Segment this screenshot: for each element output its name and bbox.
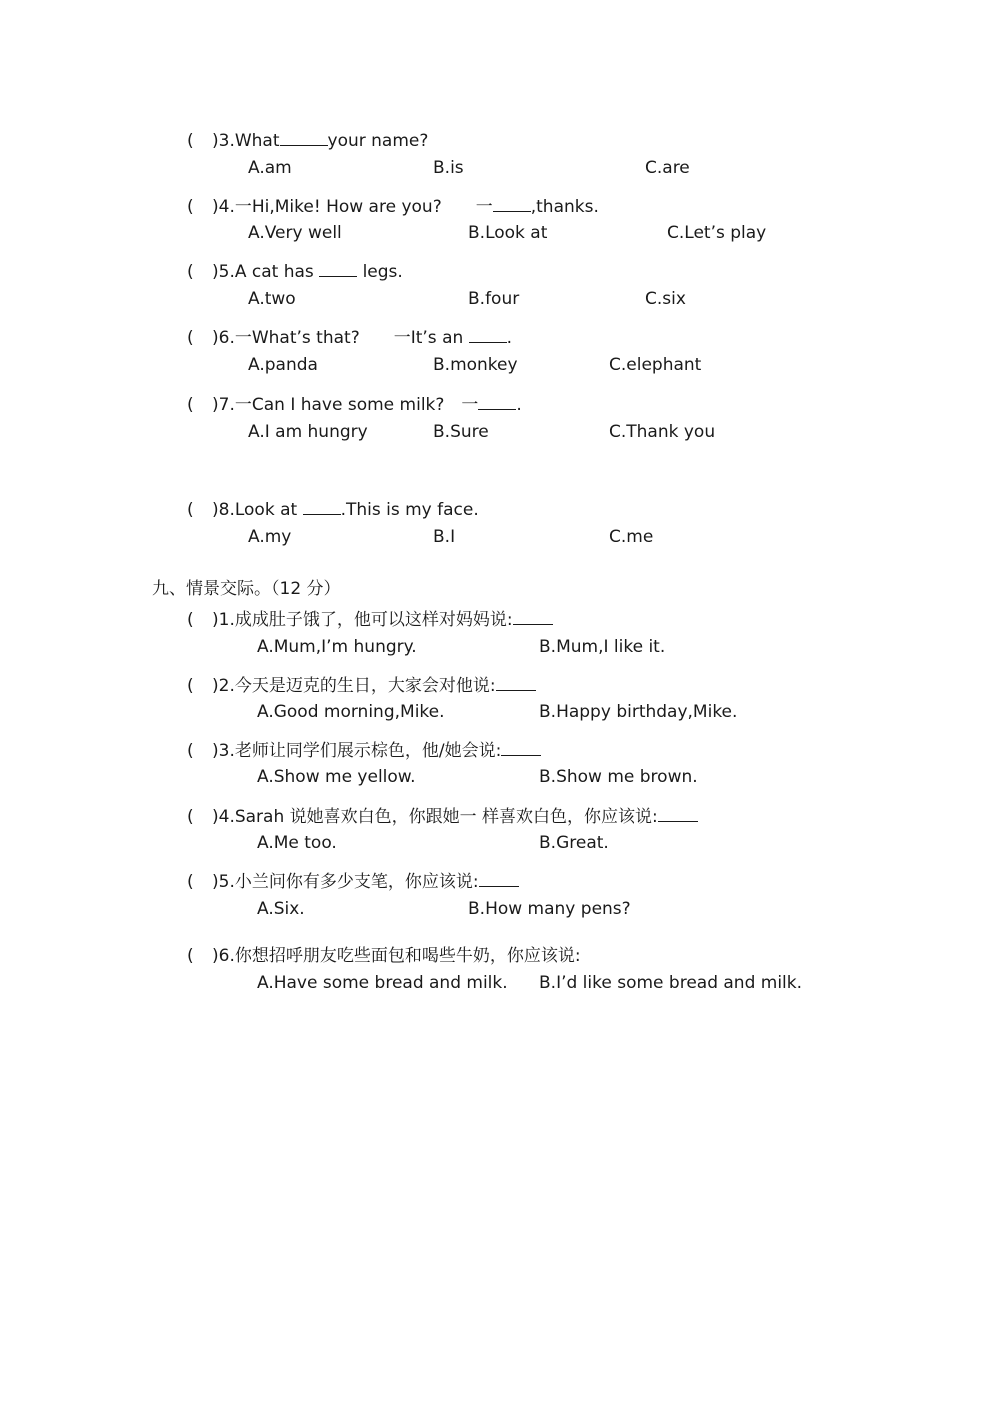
option-a[interactable]: A.Have some bread and milk. bbox=[257, 973, 508, 993]
question-stem bbox=[212, 871, 519, 893]
question-stem bbox=[212, 675, 536, 697]
option-a[interactable]: A.Six. bbox=[257, 899, 305, 919]
option-b[interactable]: B.Happy birthday,Mike. bbox=[539, 702, 738, 722]
option-a[interactable]: A.Very well bbox=[248, 223, 342, 243]
blank-line bbox=[513, 609, 553, 625]
blank-line bbox=[493, 196, 531, 212]
option-a[interactable]: A.two bbox=[248, 289, 296, 309]
stem-text: )6.一What’s that? 一It’s an bbox=[212, 328, 469, 348]
question-stem bbox=[212, 261, 403, 283]
stem-text: )3.What bbox=[212, 131, 280, 151]
blank-line bbox=[280, 130, 328, 146]
option-c[interactable]: C.elephant bbox=[609, 355, 702, 375]
option-a[interactable]: A.Mum,I’m hungry. bbox=[257, 637, 417, 657]
question-stem bbox=[212, 609, 553, 631]
option-b[interactable]: B.Mum,I like it. bbox=[539, 637, 666, 657]
option-c[interactable]: C.Thank you bbox=[609, 422, 716, 442]
option-b[interactable]: B.monkey bbox=[433, 355, 518, 375]
question-stem bbox=[212, 740, 541, 762]
answer-paren[interactable]: ( bbox=[187, 610, 194, 630]
question-stem bbox=[212, 806, 698, 828]
question-stem bbox=[212, 945, 581, 967]
stem-text: . bbox=[516, 395, 522, 415]
answer-paren[interactable]: ( bbox=[187, 395, 194, 415]
section-title: 九、情景交际。（12 分） bbox=[152, 579, 341, 599]
stem-text: ,thanks. bbox=[530, 197, 599, 217]
option-a[interactable]: A.Good morning,Mike. bbox=[257, 702, 445, 722]
answer-paren[interactable]: ( bbox=[187, 946, 194, 966]
answer-paren[interactable]: ( bbox=[187, 131, 194, 151]
question-stem bbox=[212, 499, 479, 521]
stem-text: . bbox=[506, 328, 513, 348]
stem-text: )3.老师让同学们展示棕色，他/她会说: bbox=[212, 741, 502, 761]
option-b[interactable]: B.Look at bbox=[468, 223, 548, 243]
answer-paren[interactable]: ( bbox=[187, 262, 194, 282]
stem-text: )4.一Hi,Mike! How are you? 一 bbox=[212, 197, 493, 217]
option-b[interactable]: B.Sure bbox=[433, 422, 489, 442]
answer-paren[interactable]: ( bbox=[187, 807, 194, 827]
stem-text: )5.A cat has bbox=[212, 262, 320, 282]
blank-line bbox=[319, 261, 357, 277]
stem-text: )8.Look at bbox=[212, 500, 303, 520]
blank-line bbox=[303, 499, 341, 515]
answer-paren[interactable]: ( bbox=[187, 328, 194, 348]
stem-text: )7.一Can I have some milk? 一 bbox=[212, 395, 479, 415]
option-b[interactable]: B.four bbox=[468, 289, 520, 309]
option-c[interactable]: C.Let’s play bbox=[667, 223, 767, 243]
stem-text: )2.今天是迈克的生日，大家会对他说: bbox=[212, 676, 496, 696]
option-c[interactable]: C.me bbox=[609, 527, 654, 547]
option-b[interactable]: B.is bbox=[433, 158, 464, 178]
option-a[interactable]: A.I am hungry bbox=[248, 422, 368, 442]
option-c[interactable]: C.six bbox=[645, 289, 686, 309]
stem-text: )5.小兰问你有多少支笔，你应该说: bbox=[212, 872, 479, 892]
blank-line bbox=[478, 394, 516, 410]
stem-text: your name? bbox=[327, 131, 429, 151]
answer-paren[interactable]: ( bbox=[187, 741, 194, 761]
option-b[interactable]: B.Great. bbox=[539, 833, 609, 853]
blank-line bbox=[501, 740, 541, 756]
question-stem bbox=[212, 394, 522, 416]
question-stem bbox=[212, 196, 599, 218]
option-a[interactable]: A.Show me yellow. bbox=[257, 767, 416, 787]
blank-line bbox=[479, 871, 519, 887]
blank-line bbox=[496, 675, 536, 691]
option-a[interactable]: A.panda bbox=[248, 355, 318, 375]
option-c[interactable]: C.are bbox=[645, 158, 690, 178]
blank-line bbox=[469, 327, 507, 343]
stem-text: )1.成成肚子饿了，他可以这样对妈妈说: bbox=[212, 610, 513, 630]
stem-text: legs. bbox=[357, 262, 403, 282]
question-stem bbox=[212, 130, 428, 152]
option-b[interactable]: B.I’d like some bread and milk. bbox=[539, 973, 803, 993]
option-b[interactable]: B.Show me brown. bbox=[539, 767, 698, 787]
answer-paren[interactable]: ( bbox=[187, 676, 194, 696]
answer-paren[interactable]: ( bbox=[187, 197, 194, 217]
stem-text: .This is my face. bbox=[340, 500, 479, 520]
answer-paren[interactable]: ( bbox=[187, 872, 194, 892]
answer-paren[interactable]: ( bbox=[187, 500, 194, 520]
option-b[interactable]: B.I bbox=[433, 527, 456, 547]
stem-text: )6.你想招呼朋友吃些面包和喝些牛奶，你应该说: bbox=[212, 946, 581, 966]
option-a[interactable]: A.Me too. bbox=[257, 833, 337, 853]
option-b[interactable]: B.How many pens? bbox=[468, 899, 631, 919]
option-a[interactable]: A.am bbox=[248, 158, 292, 178]
question-stem bbox=[212, 327, 512, 349]
stem-text: )4.Sarah 说她喜欢白色，你跟她一 样喜欢白色，你应该说: bbox=[212, 807, 658, 827]
blank-line bbox=[658, 806, 698, 822]
option-a[interactable]: A.my bbox=[248, 527, 292, 547]
